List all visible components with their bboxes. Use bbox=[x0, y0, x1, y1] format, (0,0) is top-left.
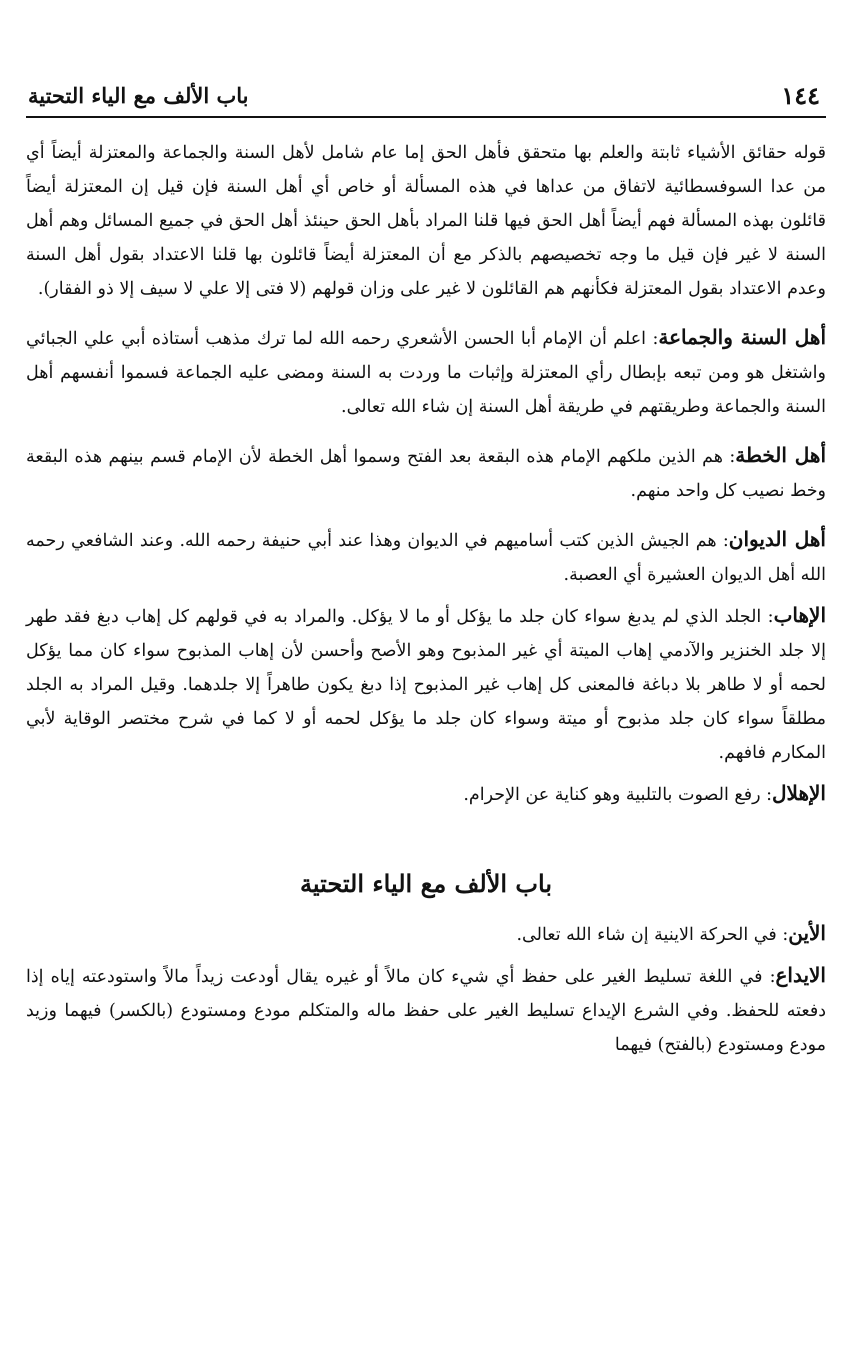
running-head bbox=[28, 78, 820, 114]
paragraph bbox=[26, 776, 826, 812]
entry-text: : في اللغة تسليط الغير على حفظ أي شيء كان مالاً أو غيره يقال أودعت زيداً مالاً واستودعته إياه إذا دفعته للحفظ. وفي الشرع الإيداع تسليط الغير على حفظ ماله والمتكلم مودع ومستودع (بالكسر) فيهما وزيد مودع ومستودع (بالفتح) فيهما bbox=[26, 967, 826, 1055]
entry-term: الإهلال bbox=[772, 781, 826, 805]
paragraph bbox=[26, 958, 826, 1062]
entry-text: : رفع الصوت بالتلبية وهو كناية عن الإحرام. bbox=[463, 785, 773, 805]
entry-term: الإهاب bbox=[773, 603, 826, 627]
entry-text: قوله حقائق الأشياء ثابتة والعلم بها متحقق فأهل الحق إما عام شامل لأهل السنة والجماعة والمعتزلة أيضاً أي من عدا السوفسطائية لاتفاق من عداها في هذه المسألة أو خاص أي أهل السنة فإن قيل إن المعتزلة أيضاً قائلون بهذه المسألة فهم أيضاً أهل الحق فيها قلنا المراد بأهل الحق حينئذ أهل الحق في جميع المسائل وهم أهل السنة لا غير فإن قيل ما وجه تخصيصهم بالذكر مع أن المعتزلة أيضاً قائلون بها قلنا الاعتداد بقول أهل السنة وعدم الاعتداد بقول المعتزلة فكأنهم هم القائلون لا غير على وزان قولهم (لا فتى إلا علي لا سيف إلا ذو الفقار). bbox=[26, 143, 826, 299]
entry-text: : الجلد الذي لم يدبغ سواء كان جلد ما يؤكل أو ما لا يؤكل. والمراد به في قولهم كل إهاب دبغ فقد طهر إلا جلد الخنزير والآدمي إهاب الميتة أي غير المذبوح وهو الأصح وأحسن لأن إهاب المذبوح سواء كان مما يؤكل لحمه أو لا طاهر بلا دباغة فالمعنى كل إهاب غير المذبوح إذا دبغ يكون طاهراً إلا جلدهما. وقيل المراد به الجلد مطلقاً سواء كان جلد مذبوح أو ميتة وسواء كان جلد ما يؤكل لحمه أو لا كما في شرح مختصر الوقاية لأبي المكارم فافهم. bbox=[26, 607, 826, 763]
entry-term: أهل السنة والجماعة bbox=[658, 325, 826, 349]
page-number: ١٤٤ bbox=[781, 81, 820, 110]
entry-text: : هم الذين ملكهم الإمام هذه البقعة بعد الفتح وسموا أهل الخطة لأن الإمام قسم بينهم هذه البقعة وخط نصيب كل واحد منهم. bbox=[26, 447, 826, 501]
entry-term: الأين bbox=[788, 921, 826, 945]
paragraph bbox=[26, 522, 826, 592]
entry-term: أهل الخطة bbox=[735, 443, 826, 467]
entry-term: أهل الديوان bbox=[728, 527, 826, 551]
paragraph bbox=[26, 320, 826, 424]
page-body bbox=[26, 134, 826, 1076]
chapter-title: باب الألف مع الياء التحتية bbox=[299, 869, 553, 898]
paragraph bbox=[26, 598, 826, 770]
paragraph bbox=[26, 134, 826, 306]
paragraph bbox=[26, 916, 826, 952]
entry-term: الايداع bbox=[775, 963, 826, 987]
entry-text: : في الحركة الاينية إن شاء الله تعالى. bbox=[516, 925, 789, 945]
header-rule bbox=[26, 116, 826, 118]
paragraph bbox=[26, 438, 826, 508]
entry-text: : اعلم أن الإمام أبا الحسن الأشعري رحمه الله لما ترك مذهب أستاذه أبي علي الجبائي واشتغل هو ومن تبعه بإبطال رأي المعتزلة وإثبات ما وردت به السنة ومضى عليه الجماعة فسموا أنفسهم أهل السنة والجماعة وطريقتهم في طريقة أهل السنة إن شاء الله تعالى. bbox=[26, 329, 826, 417]
running-head-title: باب الألف مع الياء التحتية bbox=[28, 83, 249, 108]
entry-text: : هم الجيش الذين كتب أساميهم في الديوان وهذا عند أبي حنيفة رحمه الله. وعند الشافعي رحمه الله أهل الديوان العشيرة أي العصبة. bbox=[26, 531, 826, 585]
